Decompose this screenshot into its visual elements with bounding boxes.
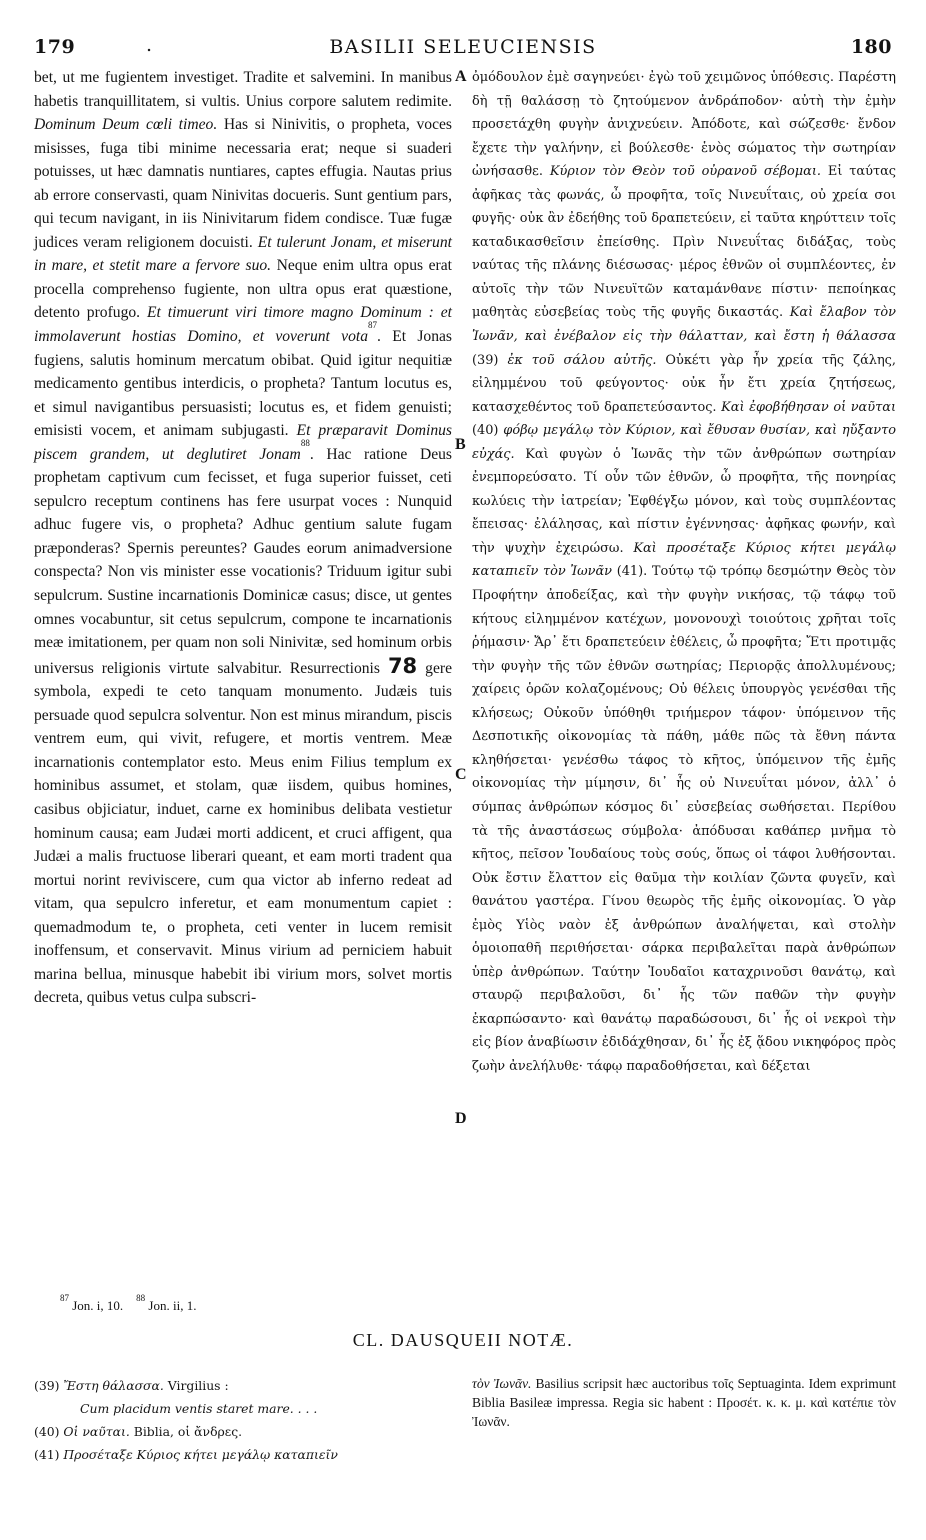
latin-run: gere symbola, expedi te ceto tanquam monumento. Judæis tuis persuade quod sepulcra solventur. Non est minus mirandum, piscis ventrem eum, qui vivit, refugere, et mortis ventrem. Meæ incarnationis contemplator esto. Meus enim Filius templum ex hominibus assumet, et stolam, quæ iisdem, quibus homines, casibus objiciatur, induet, carne ex hominibus delibata vestietur hominum causa; eam Judæi morti addicent, et cruci affigent, qua Judæi a malis fructuose liberari queant, et eam morti tradent qua mortui norint reviviscere, cum qua victor ab inferno redeat ad vitam, qua sepulcro inferetur, et eam monumentum capiet : quemadmodum te, o propheta, ceti venter in lucem remisit inoffensum, et conservavit. Minus virium ad perniciem habuit marina bellua, minusque habebit ibi virium mors, solvet mortis decreta, quibus vetus culpa subscri- [34, 659, 452, 1007]
page-number-left: 179 [34, 36, 76, 58]
margin-letter-b: B [455, 436, 466, 453]
latin-quote: Et tulerunt Jonam, et miserunt in mare, et stetit mare a fervore suo. [34, 233, 452, 275]
latin-run: Neque enim ultra opus erat procella comprehenso fugiente, non ultra opus erat quæstione, detento profugo. [34, 257, 452, 322]
note-text: Biblia, οἱ ἄνδρες. [129, 1424, 243, 1439]
footnote-ref: 87 [368, 320, 378, 331]
greek-run: Τούτῳ τῷ τρόπῳ δεσμώτην Θεὸς τὸν Προφήτην ἀποδείξας, καὶ τὴν φυγὴν νικήσας, τῷ τάφῳ τοῦ κήτους εἰλημμένον κατέχων, μονονουχὶ τοιούτοις χρῆται τοῖς ῥήμασιν· Ἄρ᾽ ἔτι δραπετεύειν ἐθέλεις, ὦ προφῆτα; Ἔτι προτιμᾷς τὴν φυγὴν τῆς τῶν ἐθνῶν σωτηρίας; Περιορᾷς ἀπολλυμένους; χαίρεις ὁρῶν κολαζομένους; Οὐ θέλεις ὑπουργὸς γενέσθαι τῆς κλήσεως; Οὐκοῦν ὑπόθηθι τριήμερον τάφον· ὑπόμεινον τῆς Δεσποτικῆς οἰκονομίας τὰ πάθη, μάθε πῶς τὰ ἔθνη πάντα κληθήσεται· γενέσθω τάφος τὸ κῆτος, ὑπόμεινον τῆς ἐμῆς οἰκονομίας τὴν μίμησιν, δι᾽ ἧς οὐ Νινευΐται μόνον, ἀλλ᾽ ὁ σύμπας ἀνθρώπων κόσμος δι᾽ εὐσεβείας σωθήσεται. Περίθου τὰ τῆς ἀναστάσεως σύμβολα· ἀπόδυσαι καθάπερ μνῆμα τὸ κῆτος, πεῖσον Ἰουδαίους τοὺς σούς, ὅπως οἱ τάφοι λυθήσονται. Οὐκ ἔστιν ἔλαττον εἰς θαῦμα τὴν κοιλίαν ζῶντα φυγεῖν, καὶ θανάτου γαστέρα. Γίνου θεωρὸς τῆς ἐμῆς οἰκονομίας. Ὁ γὰρ ἐμὸς Υἱὸς ναὸν ἐξ ἀνθρώπων ἀναλήψεται, καὶ στολὴν ὁμοιοπαθῆ περιθήσεται· σάρκα περιβαλεῖται παρὰ ἀνθρώπων ὑπὲρ ἀνθρώπων. Ταύτην Ἰουδαῖοι καταχρινοῦσι θανάτῳ, καὶ σταυρῷ περιβαλοῦσι, δι᾽ ἧς τῶν παθῶν τὴν φυγὴν ἐκαρπώσαντο· καὶ θανάτῳ παραδώσουσι, δι᾽ ἧς οἱ νεκροὶ τὴν εἰς βίον ἀναβίωσιν ἐδιδάχθησαν, δι᾽ ἧς ἐξ ᾅδου νικηφόρος πρὸς ζωὴν ἀνελήλυθε· τάφῳ παραδοθήσεται, καὶ δέξεται [472, 564, 896, 1074]
note-lemma: Προσέταξε Κύριος κήτει μεγάλῳ καταπιεῖν [63, 1447, 338, 1462]
footnote-ref: 88 [300, 437, 310, 448]
footnote-number: 88 [136, 1293, 146, 1303]
margin-letter-d: D [455, 1110, 467, 1127]
latin-run: . Hac ratione Deus prophetam captivum cum fecisset, et fuga superior fuisset, ceti sepulcro receptum continens has fere usurpat voces : Nunquid adhuc fugere vis, o propheta? Adhuc gentium salute fugam præponderas? Spernis pereuntes? Gaudes eorum animadversione conspecta? Non vis minister esse vocationis? Triduum igitur subi sepulcrum. Sustine incarnationis Dominicæ casus; disce, ut gentes omnes vocabuntur, sit cetus sepulcrum, compone te incarnationis meæ imitationem, per quam non soli Ninivitæ, sed hominum orbis universus religionis virtute salvabitur. Resurrectionis [34, 445, 452, 677]
greek-run: Εἰ ταύτας ἀφῆκας τὰς φωνάς, ὦ προφῆτα, τοῖς Νινευΐταις, οὐ χρεία σοι φυγῆς· οὐκ ἂν ἐδεήθης τοῦ δραπετεύειν, εἰ ταῦτα κηρύττειν τοῖς καταδικασθεῖσιν ἐπείσθης. Πρὶν Νινευΐτας διδάξας, τοὺς ναύτας τῆς πλάνης διέσωσας· μέρος ἐθνῶν οἱ συμπλέοντες, ἐν αὐτοῖς τὴν τῶν Νινευϊτῶν καταμάνθανε πίστιν· πεποίηκας μαθητὰς εὐσεβείας τοὺς τῆς φυγῆς δικαστάς. [472, 164, 897, 321]
running-header [34, 30, 892, 62]
note-39 [34, 1374, 454, 1397]
footnote-reference: Jon. i, 10. [69, 1298, 124, 1313]
note-quote: Cum placidum ventis staret mare. . . . [80, 1401, 318, 1416]
notes-right-column [472, 1374, 896, 1431]
notes-title: CL. DAUSQUEII NOTÆ. [352, 1330, 574, 1350]
note-number: (41) [34, 1447, 64, 1462]
note-text: Virgilius : [163, 1378, 229, 1393]
latin-quote: Dominum Deum cœli timeo. [34, 116, 218, 134]
scripture-footnotes [60, 1293, 197, 1314]
greek-column [472, 66, 896, 1079]
margin-letter-c: C [455, 766, 467, 783]
latin-quote: Et timuerunt viri timore magno Dominum : et immolaverunt hostias Domino, et voverunt vota [34, 304, 452, 346]
note-number: (39) [34, 1378, 64, 1393]
running-title: BASILII SELEUCIENSIS [329, 36, 597, 58]
footnote-number: 87 [60, 1293, 69, 1303]
column-number: 78 [387, 653, 418, 678]
latin-run: Has si Ninivitis, o propheta, voces misisses, fuga tibi minime necessaria erat; neque si suaderi potuisses, ut hæc damnatis nuntiares, captes effugia. Nautas prius ab errore conservasti, quam Ninivitas docueris. Sunt gentium pars, qui tecum navigant, in iis Ninivitarum fidem condisce. Tuæ fugæ judices veram religionem docuisti. [34, 116, 452, 251]
notes-left-column [34, 1374, 454, 1466]
latin-run: . Et Jonas fugiens, salutis hominum mercatum obibat. Quid igitur nequitiæ medicamento gentibus interdicis, o propheta? Tantum locutus es, et simul navigantibus persuasisti; locutus es, et fidem genuisti; emisisti vocem, et animam subjugasti. [34, 328, 452, 440]
note-41 [34, 1443, 454, 1466]
note-ref: (40) [472, 423, 504, 439]
greek-quote: Καὶ ἔλαβον τὸν Ἰωνᾶν, καὶ ἐνέβαλον εἰς τὴν θάλατταν, καὶ ἔστη ἡ θάλασσα [472, 305, 897, 345]
note-lemma: Ἔστη θάλασσα. [63, 1378, 164, 1393]
latin-run: bet, ut me fugientem investiget. Tradite et salvemini. In manibus habetis tranquillitatem, si vultis. Unius corpore salutem redimite. [34, 69, 452, 110]
note-text: Basilius scripsit hæc auctoribus τοῖς Septuaginta. Idem exprimunt Biblia Basileæ impressa. Regia sic habent : Προσέτ. κ. κ. μ. καὶ κατέπιε τὸν Ἰωνᾶν. [472, 1376, 896, 1429]
note-lemma: Οἱ ναῦται. [63, 1424, 130, 1439]
greek-quote: ἐκ τοῦ σάλου αὐτῆς. [507, 352, 657, 368]
latin-text [34, 66, 452, 1010]
greek-text [472, 66, 896, 1079]
latin-column [34, 66, 452, 1010]
header-dot: . [146, 34, 153, 56]
note-ref: (41). [612, 564, 652, 580]
greek-quote: Κύριον τὸν Θεὸν τοῦ οὐρανοῦ σέβομαι. [549, 164, 822, 180]
note-lemma-continued: τὸν Ἰωνᾶν. [472, 1376, 532, 1391]
note-number: (40) [34, 1424, 64, 1439]
greek-quote: φόβῳ μεγάλῳ τὸν Κύριον, καὶ ἔθυσαν θυσίαν, καὶ ηὔξαντο εὐχάς. [472, 423, 897, 462]
greek-run: Οὐκέτι γὰρ ἦν χρεία τῆς ζάλης, εἰλημμένου τοῦ φεύγοντος· οὐκ ἦν ἔτι χρεία ζητήσεως, κατασχεθέντος τοῦ δραπετεύσαντος. [472, 352, 896, 415]
note-ref: (39) [472, 352, 508, 368]
latin-quote: Et præparavit Dominus piscem grandem, ut deglutiret Jonam [34, 422, 453, 463]
note-40 [34, 1420, 454, 1443]
greek-quote: Καὶ ἐφοβήθησαν οἱ ναῦται [721, 399, 896, 415]
greek-quote: Καὶ προσέταξε Κύριος κήτει μεγάλῳ καταπιεῖν τὸν Ἰωνᾶν [472, 540, 896, 580]
footnote-reference: Jon. ii, 1. [145, 1298, 197, 1313]
margin-letter-a: A [455, 68, 467, 85]
greek-run: Καὶ φυγὼν ὁ Ἰωνᾶς τὴν τῶν ἀνθρώπων σωτηρίαν ἐνεμπορεύσατο. Τί οὖν τῶν ἐθνῶν, ὦ προφῆτα, τῆς πονηρίας κωλύεις τὴν ἰατρείαν; Ἐφθέγξω μόνον, καὶ τοὺς συμπλέοντας ἔπεισας· ἐλάλησας, καὶ πίστιν ἐγέννησας· ἀφῆκας φωνήν, καὶ τὴν ψυχὴν ἐχειρώσω. [472, 446, 896, 556]
greek-run: ὀμόδουλον ἐμὲ σαγηνεύει· ἐγὼ τοῦ χειμῶνος ὑπόθεσις. Παρέστη δὴ τῇ θαλάσσῃ τὸ ζητούμενον ἀνδράποδον· αὐτὴ τὴν ἐμὴν προσετάχθη φυγὴν ἀνιχνεύειν. Ἀπόδοτε, καὶ σώζεσθε· ἔνδον ἔχετε τὴν γαλήνην, εἰ βούλεσθε· ἑνὸς σώματος τὴν σωτηρίαν ὠνήσασθε. [472, 70, 896, 180]
page-number-right: 180 [850, 36, 892, 58]
note-39-quote [34, 1397, 454, 1420]
